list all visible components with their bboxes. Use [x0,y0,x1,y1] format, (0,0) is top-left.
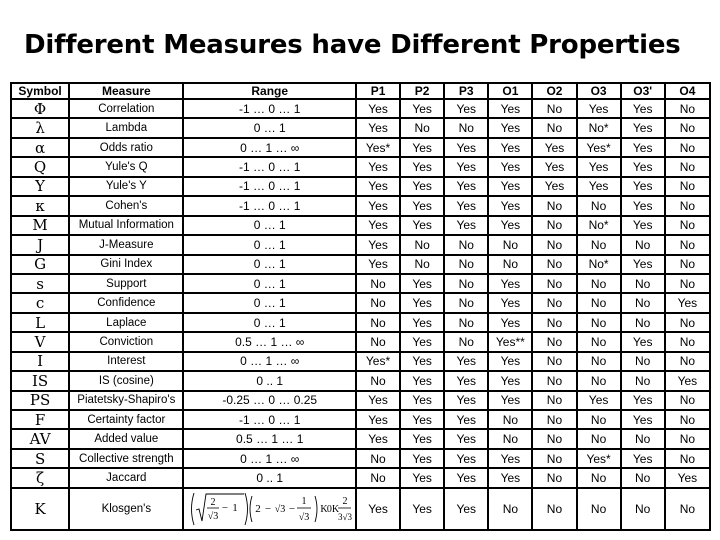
symbol-cell: AV [12,430,68,447]
property-cell: Yes [489,450,531,467]
table-row [12,450,709,467]
property-cell: No [445,333,487,350]
property-cell: No [666,119,709,136]
property-cell: No [578,333,620,350]
measure-cell: Yule's Q [70,158,182,175]
symbol-cell: IS [12,372,68,389]
property-cell: No [666,217,709,234]
property-cell: Yes [445,217,487,234]
property-cell: No [578,275,620,292]
property-cell: No [445,294,487,311]
property-cell: No [401,119,443,136]
property-cell: No [622,489,664,529]
property-cell: No [357,314,399,331]
property-cell: Yes [489,197,531,214]
property-cell: No [533,217,575,234]
measures-table [10,82,711,531]
measure-cell: Lambda [70,119,182,136]
property-cell: No [622,314,664,331]
property-cell: Yes [401,392,443,409]
property-cell: No [622,275,664,292]
table-row [12,294,709,311]
measure-cell: J-Measure [70,236,182,253]
property-cell: Yes [445,430,487,447]
property-cell: Yes [401,217,443,234]
property-cell: No [666,178,709,195]
range-cell: 0 … 1 [184,256,355,273]
table-row [12,469,709,487]
property-cell: Yes [489,139,531,156]
table-row [12,178,709,195]
measure-cell: Conviction [70,333,182,350]
property-cell: Yes [622,178,664,195]
measure-cell: Klosgen's [70,489,182,529]
symbol-cell: Φ [12,100,68,117]
table-row [12,100,709,117]
property-cell: No [666,333,709,350]
property-cell: Yes [401,197,443,214]
property-cell: Yes [622,139,664,156]
table-row [12,333,709,350]
property-cell: Yes [357,489,399,529]
range-cell: 0 … 1 [184,314,355,331]
property-cell: Yes [533,158,575,175]
property-cell: Yes [578,392,620,409]
table-row [12,275,709,292]
symbol-cell: λ [12,119,68,136]
klosgen-range-formula [188,490,352,528]
property-cell: No [533,100,575,117]
property-cell: Yes [622,450,664,467]
svg-text:−: − [288,503,295,515]
property-cell: Yes [445,353,487,370]
table-body [12,100,709,529]
svg-text:3√3: 3√3 [337,512,352,522]
table-row [12,411,709,428]
property-cell: Yes [357,197,399,214]
svg-text:√3: √3 [274,504,285,515]
property-cell: No [533,392,575,409]
property-cell: No [666,256,709,273]
property-cell: No [489,411,531,428]
property-cell: No [622,372,664,389]
table-row [12,139,709,156]
property-cell: No [666,392,709,409]
property-cell: Yes [489,353,531,370]
property-cell: Yes [401,100,443,117]
property-cell: No [622,430,664,447]
property-cell: No [666,450,709,467]
property-cell: Yes [489,392,531,409]
range-cell: 0 .. 1 [184,372,355,389]
property-cell: Yes [445,197,487,214]
range-cell: 0 … 1 [184,275,355,292]
property-cell: No [533,489,575,529]
property-cell: Yes [401,178,443,195]
symbol-cell: J [12,236,68,253]
property-cell: No [578,353,620,370]
property-cell: No [578,430,620,447]
range-cell: 0 .. 1 [184,469,355,487]
symbol-cell: S [12,450,68,467]
property-cell: Yes [401,158,443,175]
property-cell: Yes [401,469,443,487]
property-cell: Yes [666,294,709,311]
property-cell: Yes [622,119,664,136]
property-cell: Yes [445,489,487,529]
property-cell: No [445,236,487,253]
property-cell: Yes [401,411,443,428]
measure-cell: Support [70,275,182,292]
property-cell: No [533,314,575,331]
property-cell: Yes [445,372,487,389]
property-cell: Yes [622,333,664,350]
property-cell: No [666,314,709,331]
property-cell: Yes [357,256,399,273]
measure-cell: Jaccard [70,469,182,487]
column-header: P1 [357,84,399,98]
svg-text:2: 2 [254,503,261,515]
property-cell: Yes [357,430,399,447]
property-cell: No [533,294,575,311]
property-cell: Yes [489,469,531,487]
svg-text:2: 2 [342,496,348,507]
symbol-cell: α [12,139,68,156]
measure-cell: Collective strength [70,450,182,467]
property-cell: Yes [445,392,487,409]
property-cell: Yes [401,275,443,292]
property-cell: Yes* [357,353,399,370]
svg-text:−: − [264,503,271,515]
range-cell [184,489,355,529]
property-cell: Yes [489,100,531,117]
range-cell: -1 … 0 … 1 [184,178,355,195]
column-header: O1 [489,84,531,98]
property-cell: No [401,256,443,273]
table-row [12,256,709,273]
range-cell: 0 … 1 [184,217,355,234]
symbol-cell: F [12,411,68,428]
property-cell: No [533,353,575,370]
property-cell: No [666,139,709,156]
property-cell: No [489,489,531,529]
property-cell: No [578,197,620,214]
property-cell: Yes [578,158,620,175]
property-cell: Yes [489,275,531,292]
svg-text:√3: √3 [207,511,218,522]
property-cell: No [533,197,575,214]
property-cell: No [357,333,399,350]
column-header: P2 [401,84,443,98]
property-cell: No* [578,217,620,234]
measure-cell: Piatetsky-Shapiro's [70,392,182,409]
symbol-cell: s [12,275,68,292]
measure-cell: Added value [70,430,182,447]
property-cell: No [445,275,487,292]
column-header: O4 [666,84,709,98]
property-cell: Yes [622,100,664,117]
property-cell: Yes [445,411,487,428]
measure-cell: IS (cosine) [70,372,182,389]
property-cell: Yes [622,256,664,273]
property-cell: No [666,236,709,253]
property-cell: No [533,236,575,253]
property-cell: Yes [401,372,443,389]
svg-text:K: K [320,504,328,515]
table-row [12,119,709,136]
range-cell: 0 … 1 [184,119,355,136]
range-cell: -1 … 0 … 1 [184,197,355,214]
measure-cell: Mutual Information [70,217,182,234]
property-cell: No [533,411,575,428]
property-cell: Yes [622,411,664,428]
property-cell: Yes [401,294,443,311]
range-cell: -1 … 0 … 1 [184,411,355,428]
svg-text:√3: √3 [298,512,309,523]
property-cell: No [533,256,575,273]
property-cell: No [666,275,709,292]
property-cell: No [357,275,399,292]
range-cell: 0 … 1 [184,236,355,253]
column-header: Measure [70,84,182,98]
table-row [12,236,709,253]
range-cell: 0 … 1 … ∞ [184,139,355,156]
property-cell: No [445,314,487,331]
property-cell: No [666,158,709,175]
property-cell: Yes [489,372,531,389]
table-row [12,489,709,529]
property-cell: No [401,236,443,253]
property-cell: No [533,275,575,292]
property-cell: Yes [357,178,399,195]
symbol-cell: V [12,333,68,350]
property-cell: Yes [533,139,575,156]
table-row [12,430,709,447]
property-cell: Yes [489,217,531,234]
svg-text:1: 1 [301,496,307,507]
property-cell: No* [578,119,620,136]
property-cell: Yes [445,139,487,156]
property-cell: Yes [401,450,443,467]
table-row [12,197,709,214]
property-cell: Yes [578,178,620,195]
symbol-cell: M [12,217,68,234]
symbol-cell: c [12,294,68,311]
measure-cell: Confidence [70,294,182,311]
measure-cell: Correlation [70,100,182,117]
property-cell: Yes [357,158,399,175]
column-header: P3 [445,84,487,98]
property-cell: No [578,372,620,389]
property-cell: No [578,314,620,331]
svg-text:0K: 0K [326,504,339,515]
range-cell: 0.5 … 1 … ∞ [184,333,355,350]
property-cell: Yes [666,372,709,389]
measure-cell: Interest [70,353,182,370]
property-cell: Yes [622,392,664,409]
table-row [12,158,709,175]
symbol-cell: PS [12,392,68,409]
measure-cell: Yule's Y [70,178,182,195]
property-cell: Yes [445,469,487,487]
measure-cell: Odds ratio [70,139,182,156]
table-row [12,372,709,389]
column-header: O2 [533,84,575,98]
property-cell: No [357,469,399,487]
property-cell: No [666,197,709,214]
table-row [12,353,709,370]
property-cell: Yes [489,314,531,331]
property-cell: Yes [489,294,531,311]
property-cell: No [489,236,531,253]
property-cell: Yes [401,314,443,331]
table-row [12,392,709,409]
measure-cell: Gini Index [70,256,182,273]
property-cell: No [445,256,487,273]
property-cell: Yes [533,178,575,195]
property-cell: Yes [489,178,531,195]
range-cell: -1 … 0 … 1 [184,158,355,175]
property-cell: Yes [401,139,443,156]
property-cell: No [533,469,575,487]
property-cell: No* [578,256,620,273]
property-cell: No [357,372,399,389]
property-cell: No [622,469,664,487]
range-cell: -0.25 … 0 … 0.25 [184,392,355,409]
property-cell: No [622,353,664,370]
column-header: Range [184,84,355,98]
property-cell: No [666,489,709,529]
property-cell: No [533,119,575,136]
property-cell: No [666,411,709,428]
table-header-row [12,84,709,98]
column-header: O3 [578,84,620,98]
property-cell: No [533,333,575,350]
property-cell: No [622,294,664,311]
property-cell: Yes* [578,450,620,467]
property-cell: No [578,236,620,253]
property-cell: No [533,450,575,467]
symbol-cell: Q [12,158,68,175]
property-cell: Yes [489,119,531,136]
property-cell: Yes [622,217,664,234]
svg-text:2: 2 [210,497,216,508]
property-cell: Yes [445,178,487,195]
property-cell: Yes [622,158,664,175]
property-cell: Yes [357,392,399,409]
property-cell: Yes [357,236,399,253]
property-cell: No [533,372,575,389]
property-cell: No [578,294,620,311]
property-cell: Yes* [578,139,620,156]
property-cell: Yes [357,100,399,117]
svg-text:1: 1 [231,502,238,514]
property-cell: No [578,469,620,487]
property-cell: Yes [401,489,443,529]
property-cell: Yes [357,119,399,136]
property-cell: No [357,294,399,311]
measures-table-container [10,82,711,531]
property-cell: Yes [445,100,487,117]
range-cell: 0 … 1 … ∞ [184,450,355,467]
property-cell: Yes [401,430,443,447]
property-cell: No [666,100,709,117]
column-header: O3' [622,84,664,98]
property-cell: Yes [445,158,487,175]
property-cell: Yes [578,100,620,117]
measure-cell: Cohen's [70,197,182,214]
measure-cell: Laplace [70,314,182,331]
property-cell: No [578,411,620,428]
property-cell: Yes [401,333,443,350]
symbol-cell: κ [12,197,68,214]
symbol-cell: I [12,353,68,370]
property-cell: No [489,256,531,273]
range-cell: -1 … 0 … 1 [184,100,355,117]
property-cell: No [533,430,575,447]
symbol-cell: K [12,489,68,529]
property-cell: No [357,450,399,467]
property-cell: No [578,489,620,529]
table-row [12,217,709,234]
column-header: Symbol [12,84,68,98]
property-cell: Yes [489,158,531,175]
page-title: Different Measures have Different Properties [24,30,681,60]
property-cell: No [666,430,709,447]
property-cell: Yes [357,217,399,234]
svg-text:−: − [221,502,228,514]
property-cell: No [489,430,531,447]
property-cell: Yes [622,197,664,214]
table-row [12,314,709,331]
property-cell: Yes [666,469,709,487]
range-cell: 0.5 … 1 … 1 [184,430,355,447]
property-cell: Yes [401,353,443,370]
range-cell: 0 … 1 [184,294,355,311]
range-cell: 0 … 1 … ∞ [184,353,355,370]
symbol-cell: ζ [12,469,68,487]
property-cell: Yes [357,411,399,428]
property-cell: No [666,353,709,370]
property-cell: No [622,236,664,253]
symbol-cell: L [12,314,68,331]
property-cell: Yes [445,450,487,467]
measure-cell: Certainty factor [70,411,182,428]
property-cell: No [445,119,487,136]
property-cell: Yes* [357,139,399,156]
symbol-cell: Y [12,178,68,195]
property-cell: Yes** [489,333,531,350]
symbol-cell: G [12,256,68,273]
